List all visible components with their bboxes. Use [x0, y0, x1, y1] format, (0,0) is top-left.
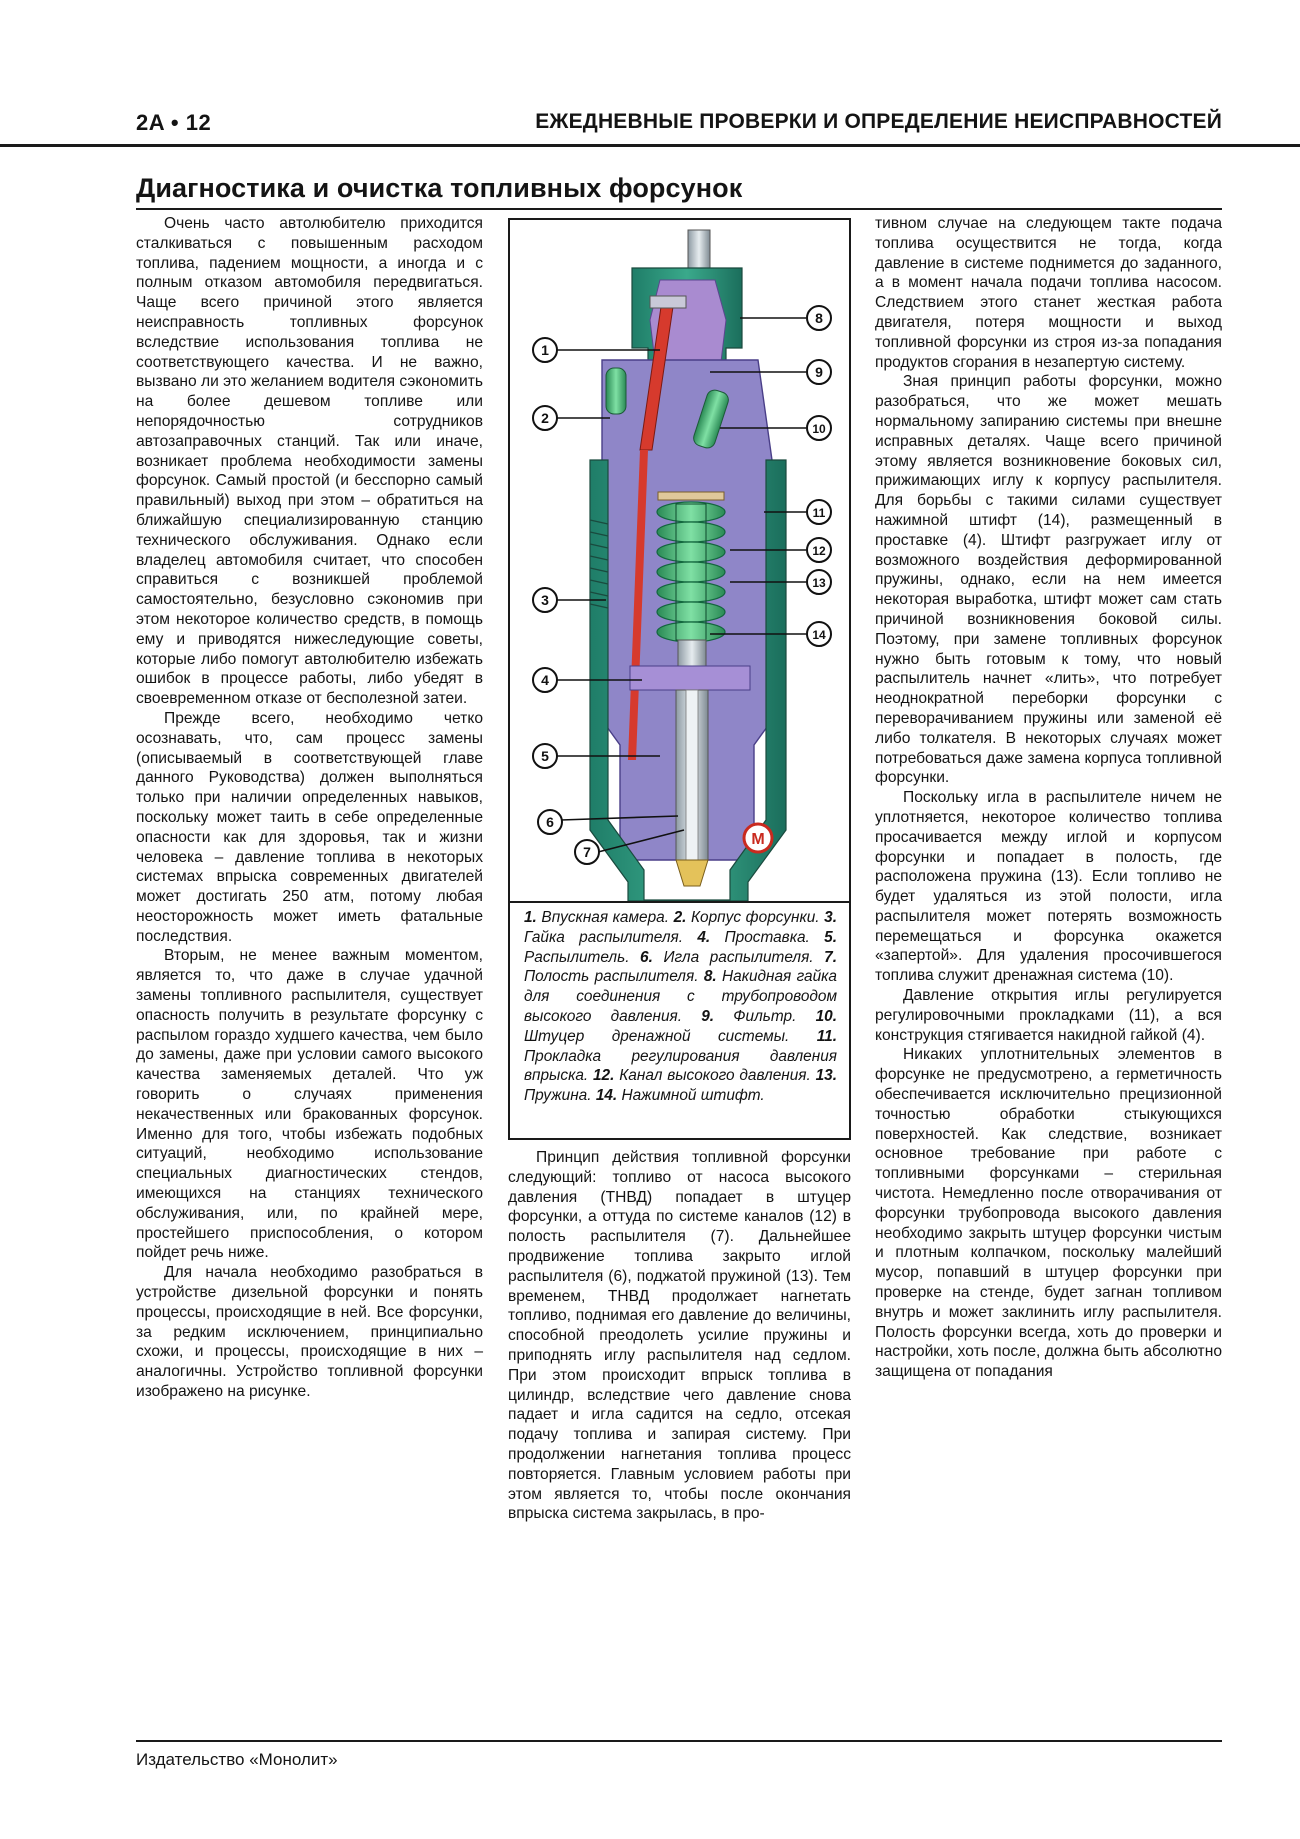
header-divider: [0, 144, 1300, 147]
callout-1: 1: [541, 342, 549, 358]
paragraph: Очень часто автолюбителю приходится сталкиваться с повышенным расходом топлива, падением мощности, а иногда и с полным отказом автомобиля передвигаться. Чаще всего причиной этого является неисправность топливных форсунок вследствие использования топлива не соответствующего качества. И не важно, вызвано ли это желанием водителя сэкономить на более дешевом топливе или непорядочностью сотрудников автозаправочных станций. Так или иначе, возникает проблема необходимости замены форсунок. Самый простой (и бесспорно самый правильный) выход при этом – обратиться на ближайшую специализированную станцию технического обслуживания. Однако если владелец автомобиля считает, что способен справиться с возникшей проблемой самостоятельно, безусловно сэкономив при этом некоторое количество средств, в помощь ему и приводятся нижеследующие советы, которые либо помогут автолюбителю избежать ошибок в процессе работы, либо убедят в своевременном отказе от бесполезной затеи.: [136, 215, 483, 708]
callout-4: 4: [541, 672, 549, 688]
caption-number: 4.: [697, 928, 711, 946]
caption-number: 14.: [595, 1087, 618, 1105]
caption-number: 6.: [640, 948, 653, 966]
caption-item: Гайка распылителя.: [524, 928, 698, 946]
injector-cutaway-diagram: [510, 220, 849, 901]
callout-14: 14: [812, 628, 826, 642]
callout-7: 7: [583, 844, 591, 860]
logo-letter: M: [751, 831, 765, 848]
caption-number: 8.: [703, 968, 717, 986]
paragraph: Зная принцип работы форсунки, можно разобраться, что же может мешать нормальному запиранию системы при внешне исправных деталях. Чаще всего причиной этому является возникновение боковых сил, прижимающих иглу к корпусу распылителя. Для борьбы с такими силами существует нажимной штифт (14), размещенный в проставке (4). Штифт разгружает иглу от возможного воздействия деформированной пружины, однако, если на нем имеется некоторая выработка, штифт может сам стать причиной возникновения боковой силы. Поэтому, при замене топливных форсунок нужно быть готовым к тому, что новый распылитель начнет «лить», что потребует неоднократной переборки форсунки с переворачиванием пружины или заменой её либо толкателя. В некоторых случаях может потребоваться даже замена корпуса топливной форсунки.: [875, 373, 1222, 787]
page-number: 2A • 12: [136, 110, 212, 135]
caption-item: Накидная гайка для соединения с трубопроводом высокого давления.: [524, 968, 837, 1025]
caption-item: Нажимной штифт.: [617, 1087, 765, 1105]
paragraph: Никаких уплотнительных элементов в форсунке не предусмотрено, а герметичность обеспечивается исключительно прецизионной точностью обработки стыкующихся поверхностей. Как следствие, возникает основное требование при работе с топливными форсунками – стерильная чистота. Немедленно после отворачивания от форсунки трубопровода высокого давления необходимо закрыть штуцер форсунки чистым и плотным колпачком, поскольку малейший мусор, попавший в штуцер форсунки при проверке на стенде, будет загнан топливом внутрь и может заклинить иглу распылителя. Полость форсунки всегда, хоть до проверки и настройки, хоть после, должна быть абсолютно защищена от попадания: [875, 1046, 1222, 1381]
text-column-1: [136, 214, 483, 1402]
caption-item: Канал высокого давления.: [614, 1067, 816, 1085]
caption-number: 11.: [816, 1027, 837, 1045]
caption-number: 2.: [673, 909, 687, 926]
figure-caption: [524, 908, 837, 1106]
callout-8: 8: [815, 310, 823, 326]
callout-9: 9: [815, 364, 823, 380]
title-divider: [136, 208, 1222, 210]
callout-6: 6: [546, 814, 554, 830]
caption-item: Штуцер дренажной системы.: [524, 1027, 817, 1045]
text-column-2: [508, 1148, 851, 1524]
caption-number: 10.: [815, 1007, 837, 1025]
callout-13: 13: [812, 576, 826, 590]
caption-number: 13.: [815, 1067, 837, 1085]
running-title: ЕЖЕДНЕВНЫЕ ПРОВЕРКИ И ОПРЕДЕЛЕНИЕ НЕИСПРАВНОСТЕЙ: [535, 110, 1222, 133]
paragraph: Принцип действия топливной форсунки следующий: топливо от насоса высокого давления (ТНВД) попадает в штуцер форсунки, а оттуда по системе каналов (12) в полость распылителя (7). Дальнейшее продвижение топлива закрыто иглой распылителя (6), поджатой пружиной (13). Тем временем, ТНВД продолжает нагнетать топливо, поднимая его давление до величины, способной преодолеть усилие пружины и приподнять иглу распылителя над седлом. При этом происходит впрыск топлива в цилиндр, вследствие чего давление снова падает и игла садится на седло, отсекая подачу топлива и запирая систему. При продолжении нагнетания топлива процесс повторяется. Главным условием работы при этом является то, чтобы после окончания впрыска система закрылась, в про-: [508, 1149, 851, 1523]
callout-11: 11: [812, 506, 826, 520]
paragraph: тивном случае на следующем такте подача топлива осуществится не тогда, когда давление в системе поднимется до заданного, а в момент начала подачи топлива насосом. Следствием этого станет жесткая работа двигателя, потеря мощности и выход топливной форсунки из строя из-за попадания продуктов сгорания в незапертую систему.: [875, 215, 1222, 371]
caption-item: Корпус форсунки.: [686, 909, 825, 926]
caption-number: 3.: [824, 909, 837, 926]
callout-5: 5: [541, 748, 549, 764]
caption-number: 7.: [824, 948, 838, 966]
caption-item: Распылитель.: [524, 948, 641, 966]
caption-item: Фильтр.: [714, 1007, 816, 1025]
publisher-name: Издательство «Монолит»: [136, 1750, 338, 1769]
caption-number: 1.: [524, 909, 537, 926]
figure-caption-divider: [510, 901, 849, 903]
footer-divider: [136, 1740, 1222, 1742]
paragraph: Вторым, не менее важным моментом, является то, что даже в случае удачной замены топливного распылителя, существует опасность получить в результате форсунку с распылом гораздо худшего качества, чем было до замены, даже при условии самого высокого качества заменяемых деталей. Что уж говорить о случаях применения некачественных или бракованных форсунок. Именно для того, чтобы избежать подобных ситуаций, необходимо использование специальных диагностических стендов, имеющихся на станциях технического обслуживания, или, по крайней мере, простейшего приспособления, о котором пойдет речь ниже.: [136, 947, 483, 1262]
paragraph: Поскольку игла в распылителе ничем не уплотняется, некоторое количество топлива просачивается между иглой и корпусом форсунки и попадает в полость, где расположена пружина (13). Если топливо не будет удаляться из этой полости, игла распылителя может потерять возможность перемещаться и форсунка окажется «запертой». Для удаления просочившегося топлива служит дренажная система (10).: [875, 789, 1222, 985]
callout-12: 12: [812, 544, 826, 558]
callout-3: 3: [541, 592, 549, 608]
paragraph: Давление открытия иглы регулируется регулировочными прокладками (11), а вся конструкция стягивается накидной гайкой (4).: [875, 987, 1222, 1044]
caption-number: 9.: [701, 1007, 715, 1025]
callout-10: 10: [812, 422, 826, 436]
caption-number: 12.: [593, 1067, 615, 1085]
section-title: Диагностика и очистка топливных форсунок: [136, 173, 743, 203]
caption-item: Игла распылителя.: [652, 948, 825, 966]
callout-2: 2: [541, 410, 549, 426]
text-column-3: [875, 214, 1222, 1382]
caption-item: Впускная камера.: [536, 909, 674, 926]
caption-item: Полость распылителя.: [524, 968, 704, 986]
paragraph: Для начала необходимо разобраться в устройстве дизельной форсунки и понять процессы, происходящие в ней. Все форсунки, за редким исключением, принципиально схожи, и процессы, происходящие в них – аналогичны. Устройство топливной форсунки изображено на рисунке.: [136, 1264, 483, 1401]
caption-item: Проставка.: [710, 928, 825, 946]
paragraph: Прежде всего, необходимо четко осознавать, что, сам процесс замены (описываемый в соответствующей главе данного Руководства) должен выполняться только при наличии определенных навыков, поскольку может таить в себе определенные опасности как для здоровья, так и жизни человека – давление топлива в некоторых системах впрыска современных двигателей может достигать 250 атм, потому любая неосторожность может иметь фатальные последствия.: [136, 709, 483, 945]
caption-item: Пружина.: [524, 1087, 596, 1105]
caption-item: Прокладка регулирования давления впрыска.: [524, 1047, 837, 1085]
page-header: [0, 0, 1300, 148]
injector-figure: [508, 218, 851, 1140]
caption-number: 5.: [824, 928, 837, 946]
